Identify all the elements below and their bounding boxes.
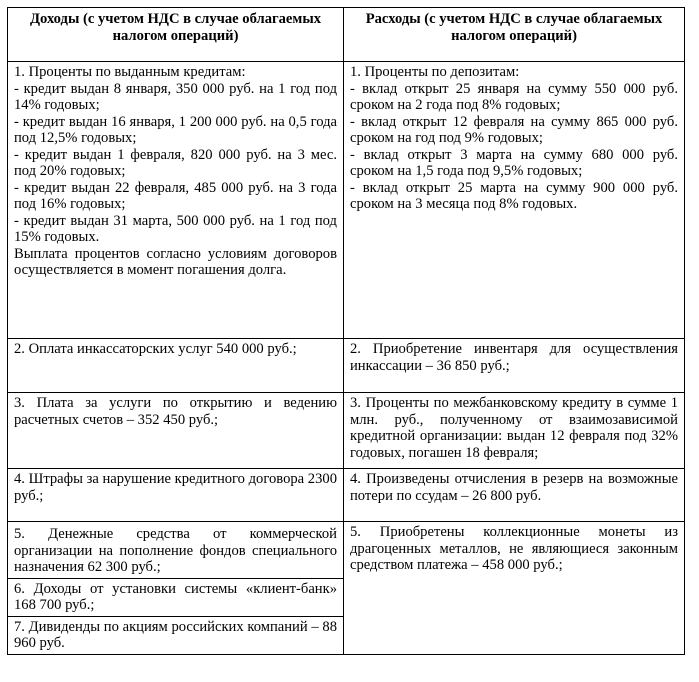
income-expense-table	[7, 7, 685, 655]
table-row	[8, 393, 685, 469]
expense-header: Расходы (с учетом НДС в случае облагаемых налогом операций)	[344, 8, 685, 62]
income-item-1-line: - кредит выдан 1 февраля, 820 000 руб. на 3 мес. под 20% годовых;	[14, 146, 337, 179]
income-item-1-title: 1. Проценты по выданным кредитам:	[14, 64, 246, 80]
expense-item-4: 4. Произведены отчисления в резерв на возможные потери по ссудам – 26 800 руб.	[344, 469, 685, 522]
table-row	[8, 62, 685, 339]
income-item-2: 2. Оплата инкассаторских услуг 540 000 руб.;	[8, 339, 344, 393]
header-row	[8, 8, 685, 62]
income-item-1-line: - кредит выдан 16 января, 1 200 000 руб. на 0,5 года под 12,5% годовых;	[14, 113, 337, 146]
income-item-5: 5. Денежные средства от коммерческой организации на пополнение фондов специального назначения 62 300 руб.;	[8, 522, 344, 579]
expense-item-1-line: - вклад открыт 12 февраля на сумму 865 000 руб. сроком на год под 9% годовых;	[350, 113, 678, 146]
income-item-7: 7. Дивиденды по акциям российских компаний – 88 960 руб.	[8, 616, 344, 654]
expense-item-1-line: - вклад открыт 3 марта на сумму 680 000 руб. сроком на 1,5 года под 9,5% годовых;	[350, 146, 678, 179]
expense-item-1-title: 1. Проценты по депозитам:	[350, 64, 520, 80]
income-item-1	[8, 62, 344, 339]
income-item-3: 3. Плата за услуги по открытию и ведению расчетных счетов – 352 450 руб.;	[8, 393, 344, 469]
expense-item-5: 5. Приобретены коллекционные монеты из драгоценных металлов, не являющиеся законным средством платежа – 458 000 руб.;	[344, 522, 685, 655]
table-row	[8, 469, 685, 522]
expense-item-1-line: - вклад открыт 25 марта на сумму 900 000 руб. сроком на 3 месяца под 8% годовых.	[350, 179, 678, 212]
expense-item-1-line: - вклад открыт 25 января на сумму 550 000 руб. сроком на 2 года под 8% годовых;	[350, 80, 678, 113]
income-item-4: 4. Штрафы за нарушение кредитного договора 2300 руб.;	[8, 469, 344, 522]
expense-item-3: 3. Проценты по межбанковскому кредиту в сумме 1 млн. руб., полученному от взаимозависимой кредитной организации: выдан 12 февраля под 32% годовых, погашен 18 февраля;	[344, 393, 685, 469]
table-row	[8, 339, 685, 393]
income-item-1-line: - кредит выдан 22 февраля, 485 000 руб. на 3 года под 16% годовых;	[14, 179, 337, 212]
income-item-1-line: - кредит выдан 31 марта, 500 000 руб. на 1 год под 15% годовых.	[14, 212, 337, 245]
table-row	[8, 522, 685, 579]
expense-item-1	[344, 62, 685, 339]
income-item-1-note: Выплата процентов согласно условиям договоров осуществляется в момент погашения долга.	[14, 245, 337, 278]
income-item-6: 6. Доходы от установки системы «клиент-банк» 168 700 руб.;	[8, 578, 344, 616]
income-item-1-line: - кредит выдан 8 января, 350 000 руб. на 1 год под 14% годовых;	[14, 80, 337, 113]
income-header: Доходы (с учетом НДС в случае облагаемых налогом операций)	[8, 8, 344, 62]
expense-item-2: 2. Приобретение инвентаря для осуществления инкассации – 36 850 руб.;	[344, 339, 685, 393]
